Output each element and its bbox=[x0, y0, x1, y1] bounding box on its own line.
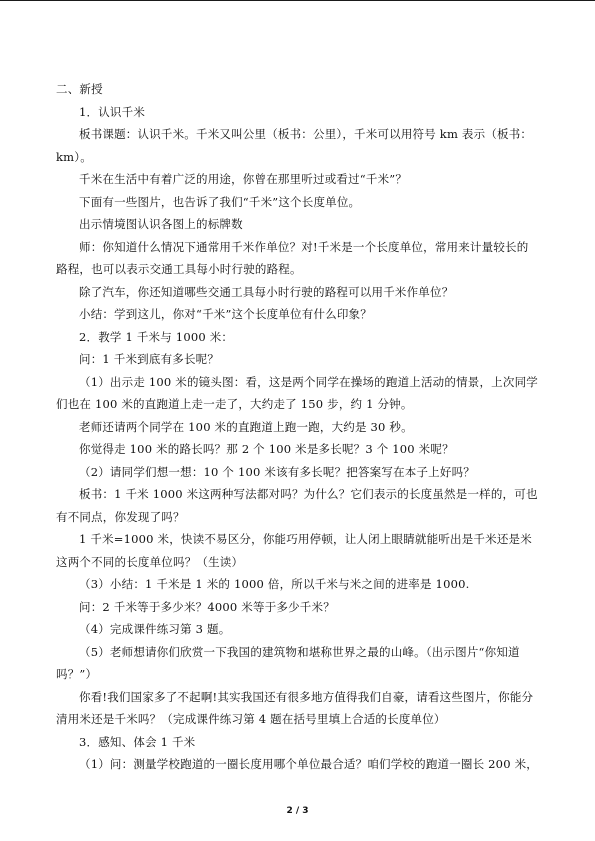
paragraph: （2）请同学们想一想：10 个 100 米该有多长呢？把答案写在本子上好吗？ bbox=[79, 464, 475, 479]
section-heading: 二、新授 bbox=[56, 82, 103, 96]
paragraph: 板书：1 千米 1000 米这两种写法都对吗？为什么？它们表示的长度虽然是一样的，可也有不同点，你发现了吗？ bbox=[56, 487, 538, 524]
paragraph: 你觉得走 100 米的路长吗？那 2 个 100 米是多长呢？3 个 100 米呢？ bbox=[79, 442, 454, 456]
paragraph: （1）问：测量学校跑道的一圈长度用哪个单位最合适？咱们学校的跑道一圈长 200 米， bbox=[79, 757, 538, 771]
paragraph: 1 千米=1000 米，快读不易区分，你能巧用停顿，让人闭上眼睛就能听出是千米还是米这两个不同的长度单位吗？（生读） bbox=[56, 532, 532, 569]
paragraph: 板书课题：认识千米。千米又叫公里（板书：公里），千米可以用符号 km 表示（板书：km）。 bbox=[56, 127, 533, 164]
paragraph: 千米在生活中有着广泛的用途，你曾在那里听过或看过“千米”？ bbox=[79, 172, 408, 186]
paragraph: 小结：学到这儿，你对“千米”这个长度单位有什么印象？ bbox=[79, 307, 372, 321]
paragraph: 2．教学 1 千米与 1000 米： bbox=[79, 329, 234, 344]
paragraph: 出示情境图认识各图上的标牌数 bbox=[79, 217, 243, 231]
paragraph: 3．感知、体会 1 千米 bbox=[79, 734, 196, 749]
paragraph: 除了汽车，你还知道哪些交通工具每小时行驶的路程可以用千米作单位？ bbox=[79, 284, 454, 299]
paragraph: （5）老师想请你们欣赏一下我国的建筑物和堪称世界之最的山峰。（出示图片“你知道吗？”） bbox=[56, 644, 520, 681]
paragraph: 下面有一些图片，也告诉了我们“千米”这个长度单位。 bbox=[79, 194, 361, 209]
paragraph: （3）小结：1 千米是 1 米的 1000 倍，所以千米与米之间的进率是 1000. bbox=[79, 577, 470, 591]
paragraph: 师：你知道什么情况下通常用千米作单位？对!千米是一个长度单位，常用来计量较长的路程，也可以表示交通工具每小时行驶的路程。 bbox=[56, 239, 529, 276]
paragraph: 1．认识千米 bbox=[79, 104, 146, 119]
paragraph: 你看!我们国家多了不起啊!其实我国还有很多地方值得我们自豪，请看这些图片，你能分清用米还是千米吗？（完成课件练习第 4 题在括号里填上合适的长度单位） bbox=[56, 689, 534, 726]
paragraph: （4）完成课件练习第 3 题。 bbox=[79, 622, 231, 636]
document-body bbox=[56, 78, 540, 776]
paragraph: （1）出示走 100 米的镜头图：看，这是两个同学在操场的跑道上活动的情景，上次同学们也在 100 米的直跑道上走一走了，大约走了 150 步，约 1 分钟。 bbox=[56, 374, 538, 411]
paragraph: 问：1 千米到底有多长呢？ bbox=[79, 352, 220, 366]
page-top-rule bbox=[0, 0, 595, 1]
paragraph: 问：2 千米等于多少米？4000 米等于多少千米？ bbox=[79, 599, 335, 614]
page-number: 2 / 3 bbox=[286, 806, 309, 816]
paragraph: 老师还请两个同学在 100 米的直跑道上跑一跑，大约是 30 秒。 bbox=[79, 419, 413, 434]
